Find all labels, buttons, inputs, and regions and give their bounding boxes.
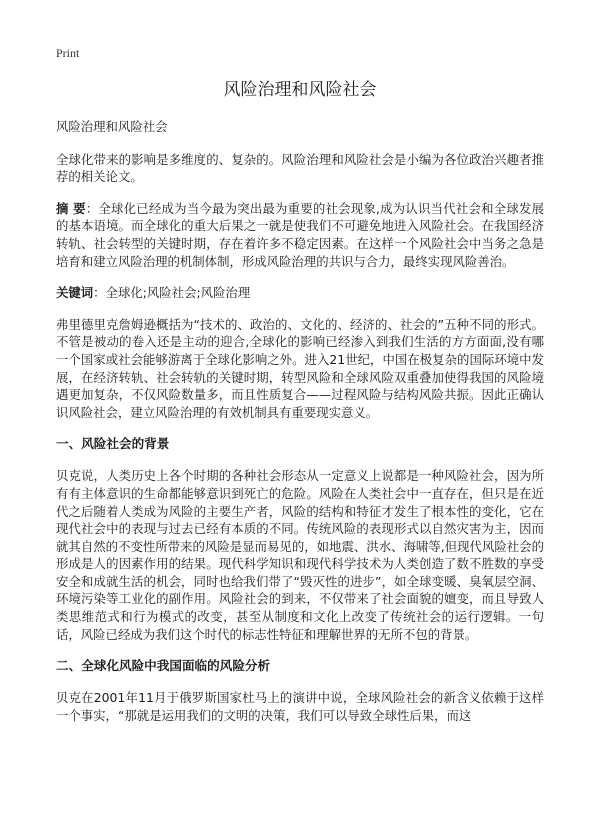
section-1-heading: 一、风险社会的背景 — [56, 436, 170, 452]
document-title: 风险治理和风险社会 — [223, 80, 377, 100]
keywords-paragraph — [56, 284, 544, 302]
section-2-paragraph: 贝克在2001年11月于俄罗斯国家杜马上的演讲中说，全球风险社会的新含义依赖于这样一个事实，“那就是运用我们的文明的决策，我们可以导致全球性后果，而这 — [56, 690, 544, 723]
intro-paragraph: 全球化带来的影响是多维度的、复杂的。风险治理和风险社会是小编为各位政治兴趣者推荐的相关论文。 — [56, 151, 544, 185]
keywords-label: 关键词 — [56, 285, 94, 301]
print-link[interactable]: Print — [56, 46, 80, 60]
abstract-label: 摘 要 — [56, 200, 86, 216]
section-1-paragraph: 贝克说，人类历史上各个时期的各种社会形态从一定意义上说都是一种风险社会，因为所有有主体意识的生命都能够意识到死亡的危险。风险在人类社会中一直存在，但只是在近代之后随着人类成为风险的主要生产者，风险的结构和特征才发生了根本性的变化，它在现代社会中的表现与过去已经有本质的不同。传统风险的表现形式以自然灾害为主，因而就其自然的不变性所带来的风险是显而易见的，如地震、洪水、海啸等,但现代风险社会的形成是人的因素作用的结果。现代科学知识和现代科学技术为人类创造了数不胜数的享受安全和成就生活的机会，同时也给我们带了“毁灭性的进步”，如全球变暖、臭氧层空洞、环境污染等工业化的副作用。风险社会的到来，不仅带来了社会面貌的嬗变，而且导致人类思维范式和行为模式的改变，甚至从制度和文化上改变了传统社会的运行逻辑。一句话，风险已经成为我们这个时代的标志性特征和理解世界的无所不包的背景。 — [56, 468, 544, 642]
abstract-text: ：全球化已经成为当今最为突出最为重要的社会现象,成为认识当代社会和全球发展的基本语境。而全球化的重大后果之一就是使我们不可避免地进入风险社会。在我国经济转轨、社会转型的关键时期，存在着许多不稳定因素。在这样一个风险社会中当务之急是培育和建立风险治理的机制体制，形成风险治理的共识与合力，最终实现风险善治。 — [56, 200, 544, 269]
keywords-text: ：全球化;风险社会;风险治理 — [93, 285, 251, 301]
document-body — [56, 118, 544, 738]
abstract-paragraph — [56, 200, 544, 270]
document-subtitle: 风险治理和风险社会 — [56, 119, 168, 134]
section-2-heading: 二、全球化风险中我国面临的风险分析 — [56, 658, 271, 674]
body-paragraph-1: 弗里德里克詹姆逊概括为“技术的、政治的、文化的、经济的、社会的”五种不同的形式。不管是被动的卷入还是主动的迎合,全球化的影响已经渗入到我们生活的方方面面,没有哪一个国家或社会能够游离于全球化影响之外。进入21世纪，中国在极复杂的国际环境中发展，在经济转轨、社会转轨的关键时期，转型风险和全球风险双重叠加使得我国的风险境遇更加复杂，不仅风险数量多，而且性质复合——过程风险与结构风险共振。因此正确认识风险社会，建立风险治理的有效机制具有重要现实意义。 — [56, 316, 544, 420]
